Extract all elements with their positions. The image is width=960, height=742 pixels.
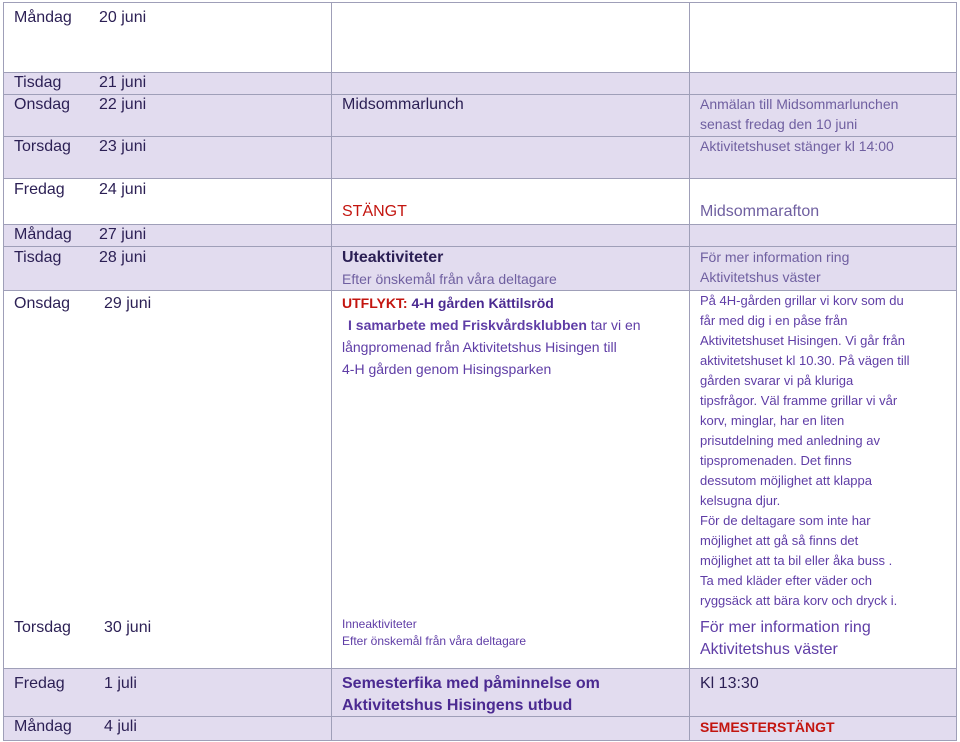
- activity-cell: [331, 136, 689, 178]
- activity-title: Uteaktiviteter: [342, 249, 444, 266]
- activity-cell: [331, 94, 689, 136]
- date-label: 20 juni: [99, 9, 147, 26]
- schedule-row-2306: [3, 136, 957, 178]
- day-cell: [3, 178, 331, 224]
- schedule-row-2206: [3, 94, 957, 136]
- note-line: Aktivitetshus väster: [700, 641, 838, 658]
- date-label: 1 juli: [104, 675, 137, 692]
- activity-cell: [331, 178, 689, 224]
- activity-subtitle: Efter önskemål från våra deltagare: [342, 271, 557, 287]
- schedule-row-0107: [3, 668, 957, 716]
- day-cell: [3, 224, 331, 246]
- note-line: möjlighet att ta bil eller åka buss .: [700, 553, 893, 568]
- trip-heading: [342, 295, 554, 311]
- day-label: Onsdag: [14, 295, 71, 312]
- note-line: dessutom möjlighet att klappa: [700, 473, 872, 488]
- trip-title: 4-H gården Kättilsröd: [411, 295, 554, 311]
- schedule-row-2006: [3, 2, 957, 72]
- date-label: 28 juni: [99, 249, 147, 266]
- note-line: aktivitetshuset kl 10.30. På vägen till: [700, 353, 910, 368]
- note-line: Anmälan till Midsommarlunchen: [700, 96, 899, 112]
- trip-line: [348, 317, 641, 333]
- activity-title: Midsommarlunch: [342, 96, 464, 113]
- table-bottom-border: [3, 740, 957, 741]
- trip-line-bold: I samarbete med Friskvårdsklubben: [348, 317, 587, 333]
- day-label: Tisdag: [14, 249, 62, 266]
- note-cell: [689, 72, 957, 94]
- note-line: gården svarar vi på kluriga: [700, 373, 854, 388]
- day-label: Tisdag: [14, 74, 62, 91]
- note-cell: [689, 178, 957, 224]
- note-line: För mer information ring: [700, 249, 850, 265]
- day-cell: [3, 136, 331, 178]
- schedule-row-3006: [3, 616, 957, 668]
- note-line: får med dig i en påse från: [700, 313, 848, 328]
- schedule-row-2406: [3, 178, 957, 224]
- note-line: korv, minglar, har en liten: [700, 413, 845, 428]
- note-line: tipspromenaden. Det finns: [700, 453, 852, 468]
- day-label: Torsdag: [14, 619, 71, 636]
- date-label: 29 juni: [104, 295, 152, 312]
- note-cell: [689, 94, 957, 136]
- note-line: ryggsäck att bära korv och dryck i.: [700, 593, 898, 608]
- note-cell: [689, 224, 957, 246]
- activity-line: Aktivitetshus Hisingens utbud: [342, 697, 573, 714]
- day-cell: [3, 716, 331, 740]
- schedule-row-2706: [3, 224, 957, 246]
- day-cell: [3, 94, 331, 136]
- activity-cell: [331, 246, 689, 290]
- day-label: Onsdag: [14, 96, 71, 113]
- day-cell: [3, 72, 331, 94]
- note-line: Aktivitetshuset stänger kl 14:00: [700, 138, 894, 154]
- activity-cell: [331, 668, 689, 716]
- activity-cell: [331, 716, 689, 740]
- note-cell: [689, 246, 957, 290]
- note-line: Midsommarafton: [700, 203, 820, 220]
- note-line: Aktivitetshuset Hisingen. Vi går från: [700, 333, 905, 348]
- day-label: Måndag: [14, 226, 72, 243]
- note-line: Aktivitetshus väster: [700, 269, 821, 285]
- schedule-row-2806: [3, 246, 957, 290]
- note-line: kelsugna djur.: [700, 493, 781, 508]
- day-cell: [3, 616, 331, 668]
- note-cell: [689, 668, 957, 716]
- note-line: senast fredag den 10 juni: [700, 116, 858, 132]
- schedule-row-0407: [3, 716, 957, 740]
- note-cell: [689, 290, 957, 616]
- day-cell: [3, 290, 331, 616]
- activity-cell: [331, 2, 689, 72]
- activity-cell: [331, 290, 689, 616]
- activity-subtitle: Efter önskemål från våra deltagare: [342, 634, 527, 648]
- date-label: 23 juni: [99, 138, 147, 155]
- date-label: 4 juli: [104, 718, 137, 735]
- day-label: Fredag: [14, 181, 65, 198]
- schedule-row-2106: [3, 72, 957, 94]
- day-cell: [3, 2, 331, 72]
- activity-cell: [331, 72, 689, 94]
- trip-lead: UTFLYKT:: [342, 295, 408, 311]
- note-line: För de deltagare som inte har: [700, 513, 871, 528]
- activity-cell: [331, 616, 689, 668]
- activity-title: Inneaktiviteter: [342, 617, 417, 631]
- day-cell: [3, 246, 331, 290]
- note-line: tipsfrågor. Väl framme grillar vi vår: [700, 393, 898, 408]
- note-cell: [689, 616, 957, 668]
- trip-line: 4-H gården genom Hisingsparken: [342, 361, 552, 377]
- date-label: 24 juni: [99, 181, 147, 198]
- day-label: Måndag: [14, 9, 72, 26]
- note-line: På 4H-gården grillar vi korv som du: [700, 293, 904, 308]
- closed-label: STÄNGT: [342, 203, 407, 220]
- activity-cell: [331, 224, 689, 246]
- note-line: prisutdelning med anledning av: [700, 433, 880, 448]
- note-cell: [689, 136, 957, 178]
- note-cell: [689, 2, 957, 72]
- note-line: Ta med kläder efter väder och: [700, 573, 872, 588]
- date-label: 22 juni: [99, 96, 147, 113]
- date-label: 30 juni: [104, 619, 152, 636]
- day-cell: [3, 668, 331, 716]
- trip-line-rest: tar vi en: [586, 317, 641, 333]
- trip-line: långpromenad från Aktivitetshus Hisingen till: [342, 339, 617, 355]
- activity-line: Semesterfika med påminnelse om: [342, 675, 600, 692]
- note-line: För mer information ring: [700, 619, 871, 636]
- schedule-row-2906: [3, 290, 957, 616]
- note-line: möjlighet att gå så finns det: [700, 533, 859, 548]
- day-label: Måndag: [14, 718, 72, 735]
- day-label: Fredag: [14, 675, 65, 692]
- note-line: Kl 13:30: [700, 675, 759, 692]
- date-label: 27 juni: [99, 226, 147, 243]
- note-cell: [689, 716, 957, 740]
- date-label: 21 juni: [99, 74, 147, 91]
- day-label: Torsdag: [14, 138, 71, 155]
- closed-label: SEMESTERSTÄNGT: [700, 719, 835, 735]
